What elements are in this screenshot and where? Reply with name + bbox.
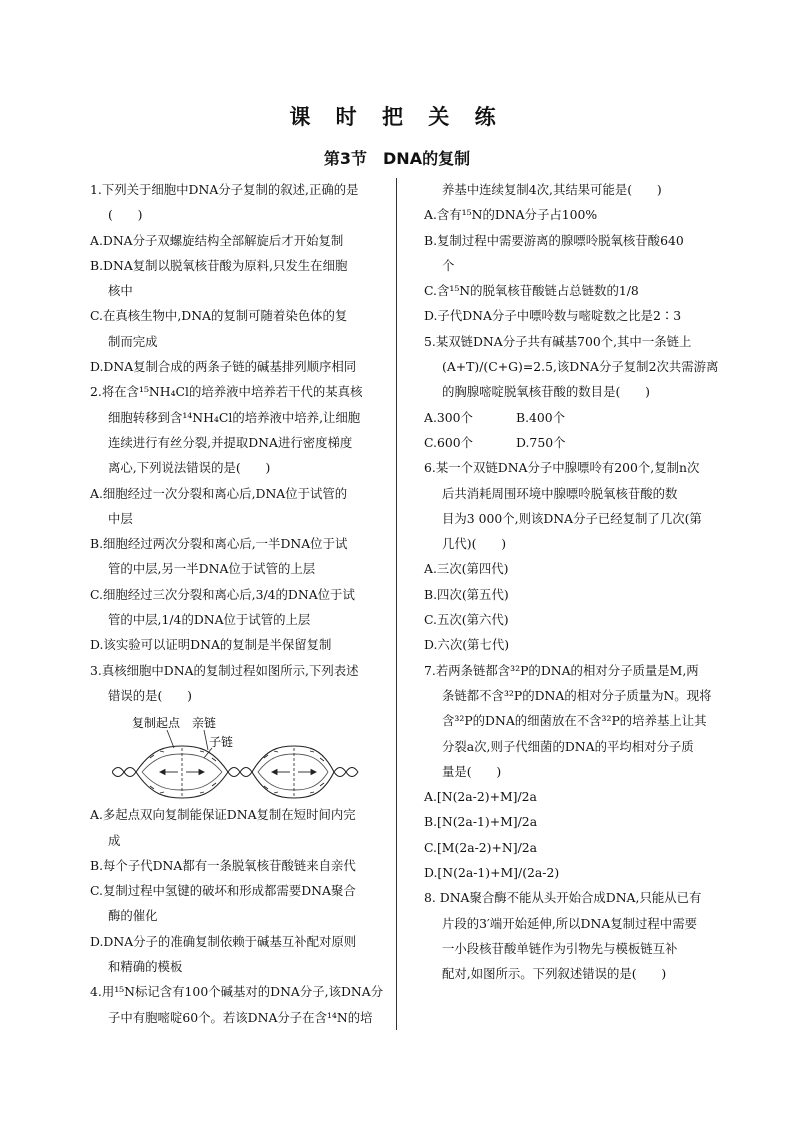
section-title: 第3节 DNA的复制 (323, 149, 471, 168)
option-line: C.五次(第六代) (424, 612, 509, 628)
option-line: D.六次(第七代) (424, 637, 510, 653)
question-line: 4.用¹⁵N标记含有100个碱基对的DNA分子,该DNA分 (90, 984, 384, 1000)
pointer-origin (167, 730, 174, 748)
option-line: D.DNA分子的准确复制依赖于碱基互补配对原则 (90, 933, 357, 949)
figure-label-daughter: 子链 (209, 735, 234, 750)
option-line: A.含有¹⁵N的DNA分子占100% (424, 207, 598, 223)
dna-replication-diagram (112, 708, 362, 802)
option-line: B.四次(第五代) (424, 586, 509, 602)
option-line: D.DNA复制合成的两条子链的碱基排列顺序相同 (90, 359, 357, 375)
option-line: 酶的催化 (108, 908, 158, 924)
question-line: 一小段核苷酸单链作为引物先与模板链互补 (442, 940, 678, 956)
question-line: 目为3 000个,则该DNA分子已经复制了几次(第 (442, 510, 702, 526)
figure-label-origin: 复制起点 (132, 716, 181, 731)
option-text: D.750个 (516, 434, 566, 450)
question-line: 离心,下列说法错误的是( ) (108, 460, 271, 476)
question-line: 子中有胞嘧啶60个。若该DNA分子在含¹⁴N的培 (108, 1009, 373, 1025)
option-line: D.子代DNA分子中嘌呤数与嘧啶数之比是2∶3 (424, 308, 682, 324)
option-line: 核中 (108, 283, 133, 299)
option-line: B.DNA复制以脱氧核苷酸为原料,只发生在细胞 (90, 257, 348, 273)
question-line: 含³²P的DNA的细菌放在不含³²P的培养基上让其 (442, 713, 707, 729)
option-line: A.三次(第四代) (424, 561, 509, 577)
option-line: A.[N(2a-2)+M]/2a (424, 789, 537, 805)
question-line: (A+T)/(C+G)=2.5,该DNA分子复制2次共需游离 (442, 359, 719, 375)
option-line: B.细胞经过两次分裂和离心后,一半DNA位于试 (90, 536, 348, 552)
left-column (84, 177, 390, 1030)
option-line: 管的中层,1/4的DNA位于试管的上层 (108, 612, 311, 628)
page-title: 课 时 把 关 练 (289, 105, 505, 129)
left-column-text-bottom (84, 802, 390, 1030)
question-line: 细胞转移到含¹⁴NH₄Cl的培养液中培养,让细胞 (108, 409, 361, 425)
option-line: A.多起点双向复制能保证DNA复制在短时间内完 (90, 807, 356, 823)
left-column-text-top (84, 177, 390, 708)
option-text: B.400个 (516, 409, 566, 425)
question-line: 片段的3′端开始延伸,所以DNA复制过程中需要 (442, 915, 697, 931)
question-line: 分裂a次,则子代细菌的DNA的平均相对分子质 (442, 738, 694, 754)
question-line: 的胸腺嘧啶脱氧核苷酸的数目是( ) (442, 384, 650, 400)
option-line: 成 (108, 832, 121, 848)
option-line: A.细胞经过一次分裂和离心后,DNA位于试管的 (90, 485, 348, 501)
question-line: ( ) (108, 207, 143, 223)
question-line: 5.某双链DNA分子共有碱基700个,其中一条链上 (424, 333, 692, 349)
dna-replication-figure (84, 708, 390, 802)
figure-label-parent: 亲链 (192, 716, 217, 731)
option-line: B.[N(2a-1)+M]/2a (424, 814, 538, 830)
option-text: A.300个 (424, 409, 473, 425)
option-line: C.细胞经过三次分裂和离心后,3/4的DNA位于试 (90, 586, 355, 602)
pointer-parent (204, 730, 208, 750)
question-line: 8. DNA聚合酶不能从头开始合成DNA,只能从已有 (424, 890, 702, 906)
option-line: C.在真核生物中,DNA的复制可随着染色体的复 (90, 308, 348, 324)
option-line: C.含¹⁵N的脱氧核苷酸链占总链数的1/8 (424, 283, 639, 299)
option-line: D.[N(2a-1)+M]/(2a-2) (424, 865, 560, 881)
dna-strands (112, 746, 358, 798)
question-line: 量是( ) (442, 763, 502, 779)
option-line: B.复制过程中需要游离的腺嘌呤脱氧核苷酸640 (424, 232, 684, 248)
question-line: 2.将在含¹⁵NH₄Cl的培养液中培养若干代的某真核 (90, 384, 363, 400)
option-line: A.DNA分子双螺旋结构全部解旋后才开始复制 (90, 232, 344, 248)
question-line: 连续进行有丝分裂,并提取DNA进行密度梯度 (108, 434, 353, 450)
question-line: 错误的是( ) (108, 687, 193, 703)
column-divider (396, 178, 397, 1030)
option-line (418, 405, 724, 430)
option-line (418, 430, 724, 455)
option-line: B.每个子代DNA都有一条脱氧核苷酸链来自亲代 (90, 857, 356, 873)
option-line: 制而完成 (108, 333, 158, 349)
question-line: 几代)( ) (442, 536, 507, 552)
option-line: C.复制过程中氢键的破坏和形成都需要DNA聚合 (90, 883, 356, 899)
option-text: C.600个 (424, 434, 474, 450)
question-line: 后共消耗周围环境中腺嘌呤脱氧核苷酸的数 (442, 485, 678, 501)
question-line: 配对,如图所示。下列叙述错误的是( ) (442, 966, 667, 982)
question-line: 3.真核细胞中DNA的复制过程如图所示,下列表述 (90, 662, 359, 678)
option-line: C.[M(2a-2)+N]/2a (424, 839, 538, 855)
question-line: 1.下列关于细胞中DNA分子复制的叙述,正确的是 (90, 182, 359, 197)
question-line: 6.某一个双链DNA分子中腺嘌呤有200个,复制n次 (424, 460, 700, 476)
option-line: D.该实验可以证明DNA的复制是半保留复制 (90, 637, 332, 653)
option-line: 中层 (108, 510, 133, 526)
right-column (418, 177, 724, 987)
question-line: 条链都不含³²P的DNA的相对分子质量为N。现将 (442, 687, 712, 703)
option-line: 管的中层,另一半DNA位于试管的上层 (108, 561, 316, 577)
question-line: 养基中连续复制4次,其结果可能是( ) (442, 182, 662, 197)
question-line: 7.若两条链都含³²P的DNA的相对分子质量是M,两 (424, 662, 699, 678)
option-line: 个 (442, 257, 455, 273)
option-line: 和精确的模板 (108, 959, 183, 975)
